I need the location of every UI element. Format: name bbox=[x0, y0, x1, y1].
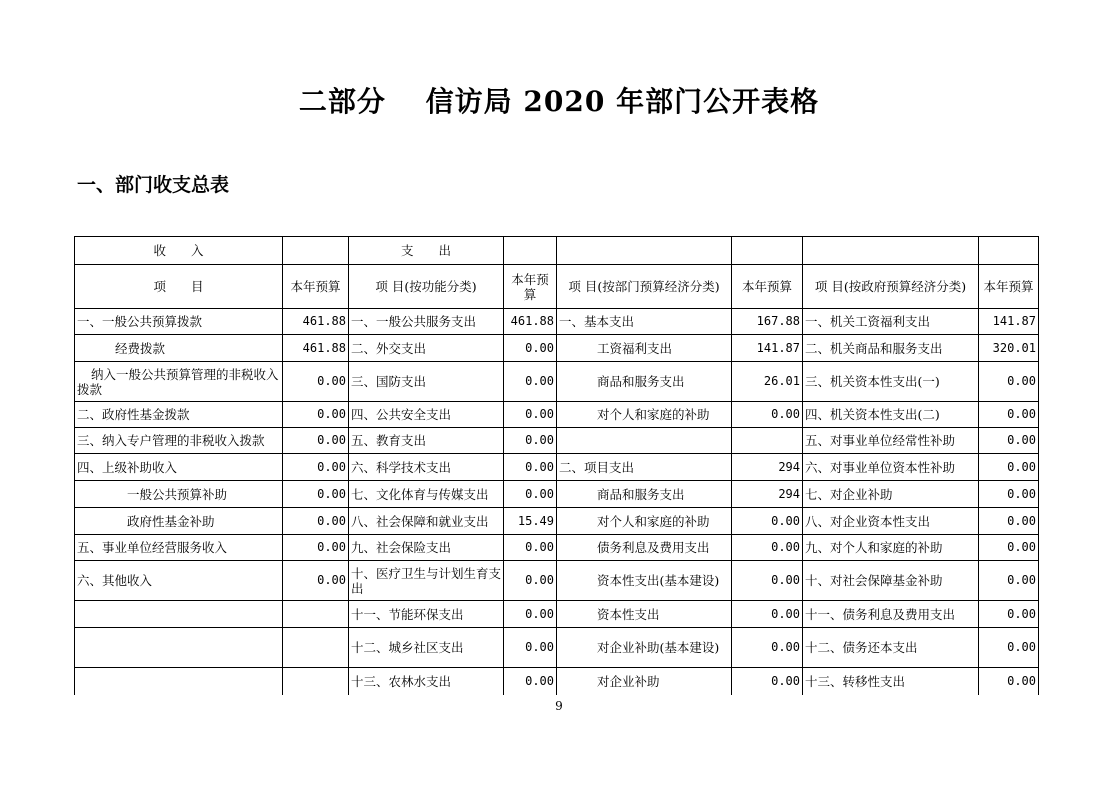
table-row bbox=[75, 454, 1039, 481]
economic-budget: 0.00 bbox=[732, 402, 803, 428]
government-item: 十一、债务利息及费用支出 bbox=[803, 601, 979, 628]
income-budget bbox=[283, 601, 349, 628]
function-item: 十一、节能环保支出 bbox=[349, 601, 504, 628]
function-budget: 15.49 bbox=[504, 508, 557, 535]
government-item: 七、对企业补助 bbox=[803, 481, 979, 508]
government-item: 九、对个人和家庭的补助 bbox=[803, 535, 979, 561]
economic-item: 一、基本支出 bbox=[557, 309, 732, 335]
header-function-item: 项 目(按功能分类) bbox=[349, 265, 504, 309]
header-government-item: 项 目(按政府预算经济分类) bbox=[803, 265, 979, 309]
government-budget: 0.00 bbox=[979, 481, 1039, 508]
function-item: 一、一般公共服务支出 bbox=[349, 309, 504, 335]
income-budget bbox=[283, 668, 349, 695]
income-item: 二、政府性基金拨款 bbox=[75, 402, 283, 428]
function-item: 九、社会保险支出 bbox=[349, 535, 504, 561]
income-item: 六、其他收入 bbox=[75, 561, 283, 601]
function-budget: 0.00 bbox=[504, 335, 557, 362]
economic-item: 对企业补助 bbox=[557, 668, 732, 695]
government-budget: 0.00 bbox=[979, 628, 1039, 668]
table-row bbox=[75, 601, 1039, 628]
income-budget: 0.00 bbox=[283, 454, 349, 481]
table-row bbox=[75, 508, 1039, 535]
income-budget: 0.00 bbox=[283, 428, 349, 454]
table-row bbox=[75, 668, 1039, 695]
income-item: 一般公共预算补助 bbox=[75, 481, 283, 508]
economic-item: 二、项目支出 bbox=[557, 454, 732, 481]
income-item bbox=[75, 601, 283, 628]
government-item: 十、对社会保障基金补助 bbox=[803, 561, 979, 601]
income-item: 三、纳入专户管理的非税收入拨款 bbox=[75, 428, 283, 454]
economic-budget: 0.00 bbox=[732, 668, 803, 695]
government-budget: 0.00 bbox=[979, 508, 1039, 535]
budget-summary-table bbox=[74, 236, 1039, 695]
function-budget: 0.00 bbox=[504, 601, 557, 628]
economic-item: 对个人和家庭的补助 bbox=[557, 508, 732, 535]
function-budget: 0.00 bbox=[504, 481, 557, 508]
economic-budget: 0.00 bbox=[732, 601, 803, 628]
government-budget: 0.00 bbox=[979, 561, 1039, 601]
government-budget: 0.00 bbox=[979, 601, 1039, 628]
header-economic-item: 项 目(按部门预算经济分类) bbox=[557, 265, 732, 309]
income-budget: 0.00 bbox=[283, 508, 349, 535]
income-budget: 0.00 bbox=[283, 561, 349, 601]
economic-budget: 141.87 bbox=[732, 335, 803, 362]
table-row bbox=[75, 561, 1039, 601]
economic-budget: 0.00 bbox=[732, 628, 803, 668]
government-item: 二、机关商品和服务支出 bbox=[803, 335, 979, 362]
function-item: 七、文化体育与传媒支出 bbox=[349, 481, 504, 508]
economic-item: 对个人和家庭的补助 bbox=[557, 402, 732, 428]
income-budget: 0.00 bbox=[283, 402, 349, 428]
table-row bbox=[75, 481, 1039, 508]
table-row bbox=[75, 362, 1039, 402]
function-item: 三、国防支出 bbox=[349, 362, 504, 402]
header-row-top bbox=[75, 237, 1039, 265]
economic-budget: 0.00 bbox=[732, 561, 803, 601]
header-budget-function: 本年预算 bbox=[504, 265, 557, 309]
economic-item: 商品和服务支出 bbox=[557, 362, 732, 402]
table-row bbox=[75, 402, 1039, 428]
income-budget: 0.00 bbox=[283, 362, 349, 402]
government-item: 五、对事业单位经常性补助 bbox=[803, 428, 979, 454]
economic-budget bbox=[732, 428, 803, 454]
header-budget-economic: 本年预算 bbox=[732, 265, 803, 309]
function-item: 五、教育支出 bbox=[349, 428, 504, 454]
income-item bbox=[75, 628, 283, 668]
income-item: 经费拨款 bbox=[75, 335, 283, 362]
economic-item: 对企业补助(基本建设) bbox=[557, 628, 732, 668]
header-item: 项 目 bbox=[75, 265, 283, 309]
income-item: 政府性基金补助 bbox=[75, 508, 283, 535]
income-budget: 0.00 bbox=[283, 481, 349, 508]
economic-budget: 0.00 bbox=[732, 535, 803, 561]
government-budget: 0.00 bbox=[979, 428, 1039, 454]
economic-item: 商品和服务支出 bbox=[557, 481, 732, 508]
economic-item: 工资福利支出 bbox=[557, 335, 732, 362]
income-item: 四、上级补助收入 bbox=[75, 454, 283, 481]
economic-budget: 26.01 bbox=[732, 362, 803, 402]
economic-budget: 0.00 bbox=[732, 508, 803, 535]
economic-item: 资本性支出(基本建设) bbox=[557, 561, 732, 601]
function-budget: 0.00 bbox=[504, 454, 557, 481]
government-budget: 141.87 bbox=[979, 309, 1039, 335]
header-budget-government: 本年预算 bbox=[979, 265, 1039, 309]
government-budget: 0.00 bbox=[979, 668, 1039, 695]
economic-item: 债务利息及费用支出 bbox=[557, 535, 732, 561]
function-budget: 0.00 bbox=[504, 668, 557, 695]
income-item: 一、一般公共预算拨款 bbox=[75, 309, 283, 335]
function-budget: 0.00 bbox=[504, 561, 557, 601]
header-empty bbox=[732, 237, 803, 265]
income-item bbox=[75, 668, 283, 695]
government-item: 六、对事业单位资本性补助 bbox=[803, 454, 979, 481]
table-row bbox=[75, 335, 1039, 362]
function-item: 四、公共安全支出 bbox=[349, 402, 504, 428]
function-budget: 461.88 bbox=[504, 309, 557, 335]
income-item: 纳入一般公共预算管理的非税收入拨款 bbox=[75, 362, 283, 402]
function-item: 二、外交支出 bbox=[349, 335, 504, 362]
header-empty bbox=[803, 237, 979, 265]
government-budget: 320.01 bbox=[979, 335, 1039, 362]
government-budget: 0.00 bbox=[979, 362, 1039, 402]
economic-budget: 294 bbox=[732, 454, 803, 481]
table-row bbox=[75, 428, 1039, 454]
header-empty bbox=[504, 237, 557, 265]
function-item: 十、医疗卫生与计划生育支出 bbox=[349, 561, 504, 601]
header-empty bbox=[979, 237, 1039, 265]
government-budget: 0.00 bbox=[979, 535, 1039, 561]
table-row bbox=[75, 628, 1039, 668]
page-title: 二部分 信访局 2020 年部门公开表格 bbox=[298, 85, 820, 118]
function-item: 十三、农林水支出 bbox=[349, 668, 504, 695]
header-income: 收 入 bbox=[75, 237, 283, 265]
government-budget: 0.00 bbox=[979, 454, 1039, 481]
government-item: 一、机关工资福利支出 bbox=[803, 309, 979, 335]
table-row bbox=[75, 309, 1039, 335]
government-budget: 0.00 bbox=[979, 402, 1039, 428]
economic-item bbox=[557, 428, 732, 454]
government-item: 八、对企业资本性支出 bbox=[803, 508, 979, 535]
income-budget: 461.88 bbox=[283, 335, 349, 362]
function-budget: 0.00 bbox=[504, 428, 557, 454]
page-number: 9 bbox=[555, 699, 563, 713]
header-empty bbox=[283, 237, 349, 265]
header-budget-income: 本年预算 bbox=[283, 265, 349, 309]
economic-budget: 167.88 bbox=[732, 309, 803, 335]
table-row bbox=[75, 535, 1039, 561]
header-empty bbox=[557, 237, 732, 265]
income-item: 五、事业单位经营服务收入 bbox=[75, 535, 283, 561]
function-budget: 0.00 bbox=[504, 535, 557, 561]
government-item: 十二、债务还本支出 bbox=[803, 628, 979, 668]
header-expense: 支 出 bbox=[349, 237, 504, 265]
government-item: 四、机关资本性支出(二) bbox=[803, 402, 979, 428]
function-budget: 0.00 bbox=[504, 402, 557, 428]
income-budget bbox=[283, 628, 349, 668]
economic-budget: 294 bbox=[732, 481, 803, 508]
function-budget: 0.00 bbox=[504, 628, 557, 668]
government-item: 三、机关资本性支出(一) bbox=[803, 362, 979, 402]
income-budget: 0.00 bbox=[283, 535, 349, 561]
income-budget: 461.88 bbox=[283, 309, 349, 335]
economic-item: 资本性支出 bbox=[557, 601, 732, 628]
government-item: 十三、转移性支出 bbox=[803, 668, 979, 695]
section-title: 一、部门收支总表 bbox=[77, 174, 230, 196]
function-item: 八、社会保障和就业支出 bbox=[349, 508, 504, 535]
function-item: 十二、城乡社区支出 bbox=[349, 628, 504, 668]
function-budget: 0.00 bbox=[504, 362, 557, 402]
header-row-columns bbox=[75, 265, 1039, 309]
function-item: 六、科学技术支出 bbox=[349, 454, 504, 481]
